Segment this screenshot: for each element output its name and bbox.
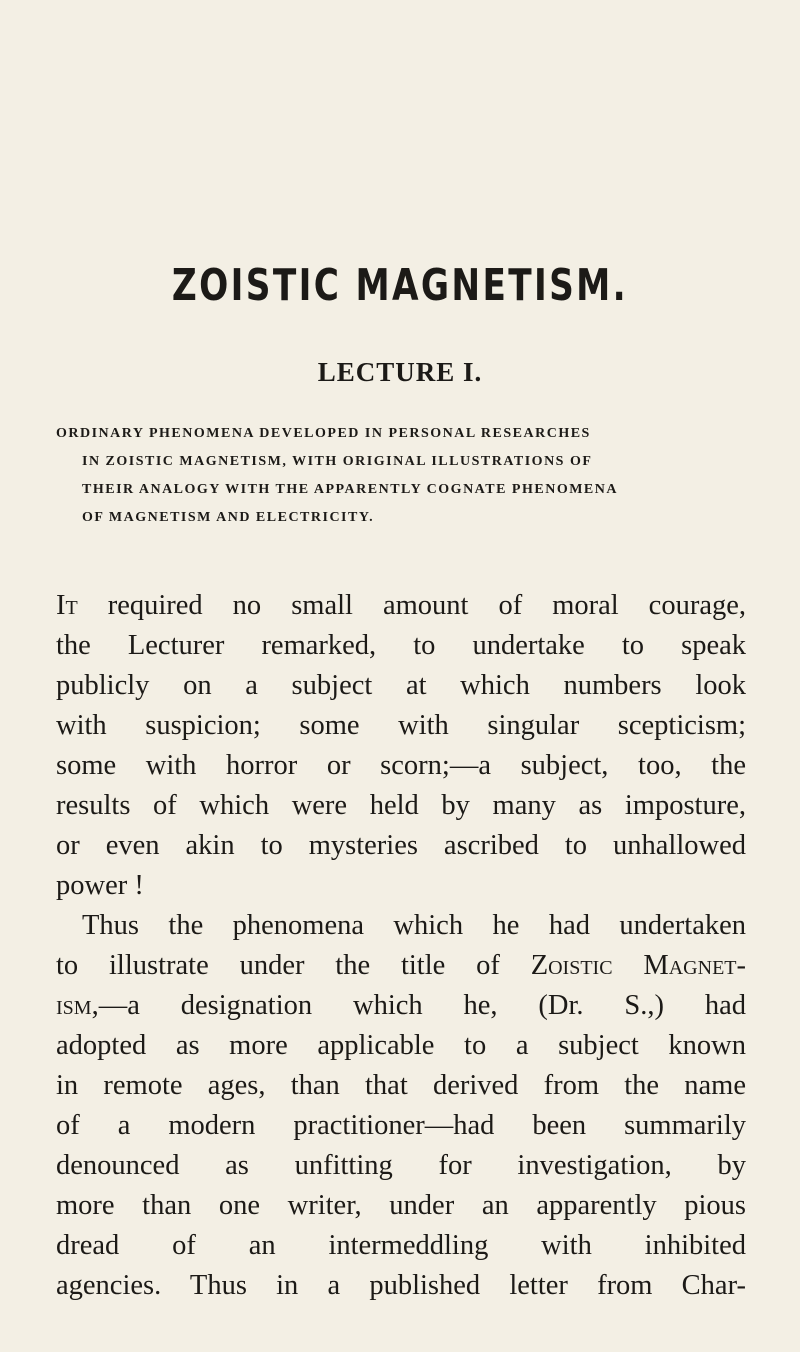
paragraph-2-line: agencies. Thus in a published letter from Char- bbox=[56, 1270, 746, 1301]
text-run: to illustrate under the title of bbox=[56, 950, 531, 981]
synopsis-line: IN ZOISTIC MAGNETISM, WITH ORIGINAL ILLUSTRATIONS OF bbox=[82, 454, 593, 469]
paragraph-1-line: power ! bbox=[56, 870, 144, 901]
paragraph-2-line: adopted as more applicable to a subject known bbox=[56, 1030, 746, 1061]
paragraph-2-line: of a modern practitioner—had been summarily bbox=[56, 1110, 746, 1141]
opening-word: It bbox=[56, 590, 78, 621]
paragraph-1-line bbox=[56, 586, 746, 626]
paragraph-2-line: dread of an intermeddling with inhibited bbox=[56, 1230, 746, 1261]
paragraph-1-line: the Lecturer remarked, to undertake to speak bbox=[56, 630, 746, 661]
paragraph-2-line bbox=[56, 986, 746, 1026]
paragraph-2-line bbox=[56, 946, 746, 986]
lecture-heading: LECTURE I. bbox=[317, 357, 483, 387]
paragraph-2-line: Thus the phenomena which he had undertaken bbox=[82, 910, 746, 941]
synopsis-line: ORDINARY PHENOMENA DEVELOPED IN PERSONAL RESEARCHES bbox=[56, 426, 591, 441]
paragraph-2-line: denounced as unfitting for investigation, by bbox=[56, 1150, 746, 1181]
paragraph-1-line: results of which were held by many as imposture, bbox=[56, 790, 746, 821]
small-caps-term: Zoistic Magnet- bbox=[530, 950, 746, 981]
synopsis-line: THEIR ANALOGY WITH THE APPARENTLY COGNATE PHENOMENA bbox=[82, 482, 618, 497]
paragraph-1-line: publicly on a subject at which numbers look bbox=[56, 670, 746, 701]
lecture-synopsis bbox=[56, 420, 696, 532]
page-title: ZOISTIC MAGNETISM. bbox=[171, 260, 629, 311]
paragraph-1-line: with suspicion; some with singular scepticism; bbox=[56, 710, 746, 741]
paragraph-2-line: in remote ages, than that derived from the name bbox=[56, 1070, 746, 1101]
paragraph-2-line: more than one writer, under an apparently pious bbox=[56, 1190, 746, 1221]
paragraph-1-line: or even akin to mysteries ascribed to unhallowed bbox=[56, 830, 746, 861]
synopsis-line: OF MAGNETISM AND ELECTRICITY. bbox=[82, 510, 375, 525]
text-run: ,—a designation which he, (Dr. S.,) had bbox=[91, 990, 746, 1021]
body-text bbox=[56, 586, 746, 1306]
paragraph-1-line: some with horror or scorn;—a subject, too, the bbox=[56, 750, 746, 781]
small-caps-term: ism bbox=[56, 990, 92, 1021]
text-run: required no small amount of moral courage, bbox=[77, 590, 746, 621]
